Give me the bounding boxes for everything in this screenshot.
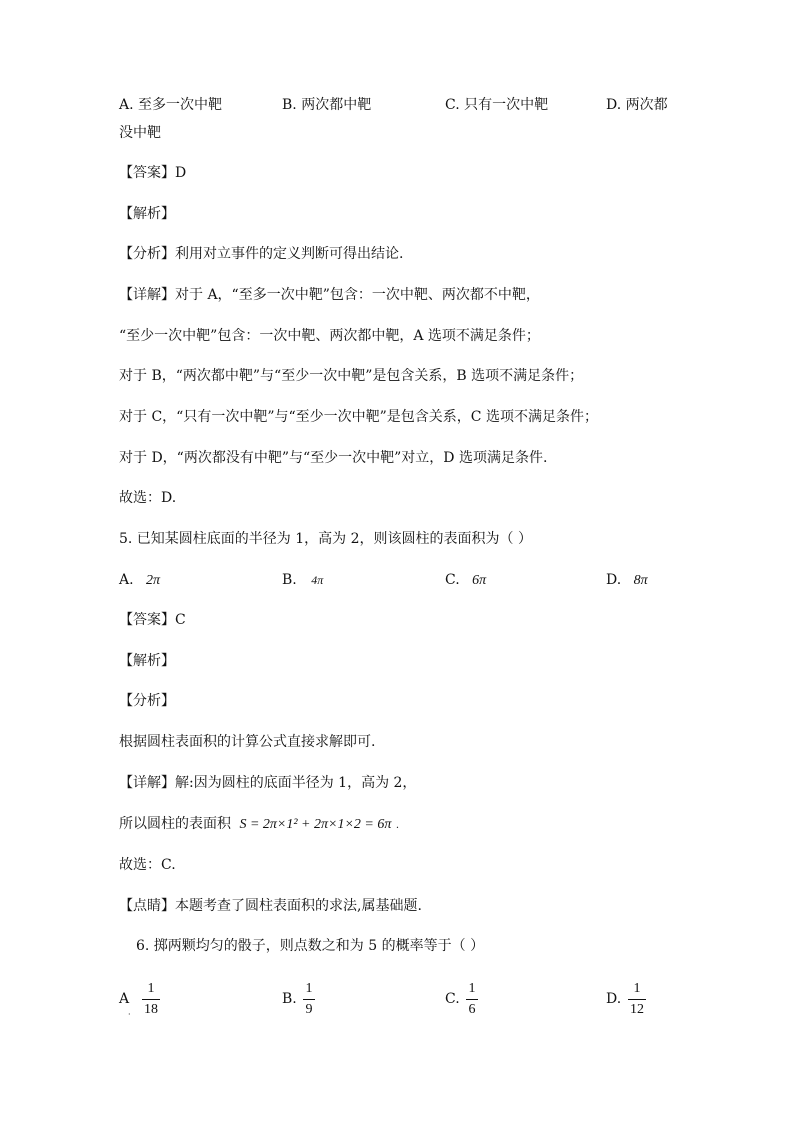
- q6-option-c-denominator: 6: [468, 1002, 476, 1017]
- q5-choice: 故选：C.: [119, 857, 176, 873]
- q6-option-a-denominator: 18: [144, 1002, 158, 1017]
- q5-analysis-header: 【解析】: [119, 653, 175, 669]
- fraction-bar: [466, 999, 478, 1000]
- q6-option-a-label: A: [119, 991, 130, 1007]
- q5-surface-area-formula: S = 2π×1² + 2π×1×2 = 6π: [239, 817, 392, 832]
- q4-choice: 故选：D.: [119, 490, 177, 506]
- q4-detail-line-2: “至少一次中靶”包含：一次中靶、两次都中靶，A 选项不满足条件；: [119, 328, 540, 344]
- q6-option-c-fraction: [466, 981, 478, 1018]
- q4-option-b: B. 两次都中靶: [282, 97, 372, 113]
- q6-option-b-numerator: 1: [305, 981, 313, 996]
- q5-answer: 【答案】C: [119, 612, 186, 628]
- q6-stem: 6. 掷两颗均匀的骰子，则点数之和为 5 的概率等于（ ）: [136, 938, 485, 954]
- q6-option-a-fraction: [142, 981, 160, 1018]
- q5-option-d-label: D.: [606, 572, 622, 588]
- fraction-bar: [142, 999, 160, 1000]
- q4-detail-line-3: 对于 B，“两次都中靶”与“至少一次中靶”是包含关系，B 选项不满足条件；: [119, 368, 584, 384]
- q6-option-b-label: B.: [282, 991, 297, 1007]
- q6-option-a-dot: ·: [128, 1010, 131, 1019]
- q4-option-c: C. 只有一次中靶: [445, 97, 549, 113]
- q5-option-a-label: A.: [119, 572, 134, 588]
- q5-fenxi-header: 【分析】: [119, 693, 175, 709]
- q5-option-c-value: 6π: [472, 573, 487, 588]
- q6-option-c-numerator: 1: [468, 981, 476, 996]
- q5-option-d: [606, 571, 648, 590]
- q5-option-b-label: B.: [282, 572, 297, 588]
- q4-option-a: A. 至多一次中靶: [119, 97, 223, 113]
- q4-detail-line-1: 【详解】对于 A，“至多一次中靶”包含：一次中靶、两次都不中靶，: [119, 287, 540, 303]
- q5-formula-period: .: [395, 820, 400, 831]
- q4-analysis-header: 【解析】: [119, 206, 175, 222]
- q5-stem: 5. 已知某圆柱底面的半径为 1，高为 2，则该圆柱的表面积为（ ）: [119, 531, 532, 547]
- q6-option-d-label: D.: [606, 991, 622, 1007]
- q5-option-d-value: 8π: [633, 573, 648, 588]
- q5-option-b: [282, 571, 323, 589]
- q5-detail-prefix: 所以圆柱的表面积: [119, 816, 231, 832]
- q5-fenxi-text: 根据圆柱表面积的计算公式直接求解即可.: [119, 734, 376, 750]
- q4-option-d-continued: 没中靶: [119, 125, 161, 141]
- q5-option-c: [445, 571, 486, 590]
- q6-option-a-numerator: 1: [147, 981, 155, 996]
- q5-option-a: [119, 571, 160, 590]
- q5-detail-line-2: [119, 815, 399, 835]
- q5-detail-line-1: 【详解】解:因为圆柱的底面半径为 1，高为 2，: [119, 775, 417, 791]
- q4-option-d: D. 两次都: [606, 97, 668, 113]
- q6-option-d-denominator: 12: [630, 1002, 644, 1017]
- fraction-bar: [303, 999, 315, 1000]
- q4-detail-line-4: 对于 C，“只有一次中靶”与“至少一次中靶”是包含关系，C 选项不满足条件；: [119, 409, 598, 425]
- q5-dianjing: 【点睛】本题考查了圆柱表面积的求法,属基础题.: [119, 898, 422, 914]
- q5-option-a-value: 2π: [146, 573, 161, 588]
- q5-option-c-label: C.: [445, 572, 460, 588]
- fraction-bar: [628, 999, 646, 1000]
- q5-option-b-value: 4π: [311, 573, 324, 587]
- q4-fenxi: 【分析】利用对立事件的定义判断可得出结论.: [119, 246, 404, 262]
- q6-option-b-denominator: 9: [305, 1002, 313, 1017]
- q6-option-d-fraction: [628, 981, 646, 1018]
- q6-option-d-numerator: 1: [633, 981, 641, 996]
- q4-detail-line-5: 对于 D，“两次都没有中靶”与“至少一次中靶”对立，D 选项满足条件.: [119, 450, 548, 466]
- q6-option-b-fraction: [303, 981, 315, 1018]
- q4-answer: 【答案】D: [119, 165, 187, 181]
- q6-option-c-label: C.: [445, 991, 460, 1007]
